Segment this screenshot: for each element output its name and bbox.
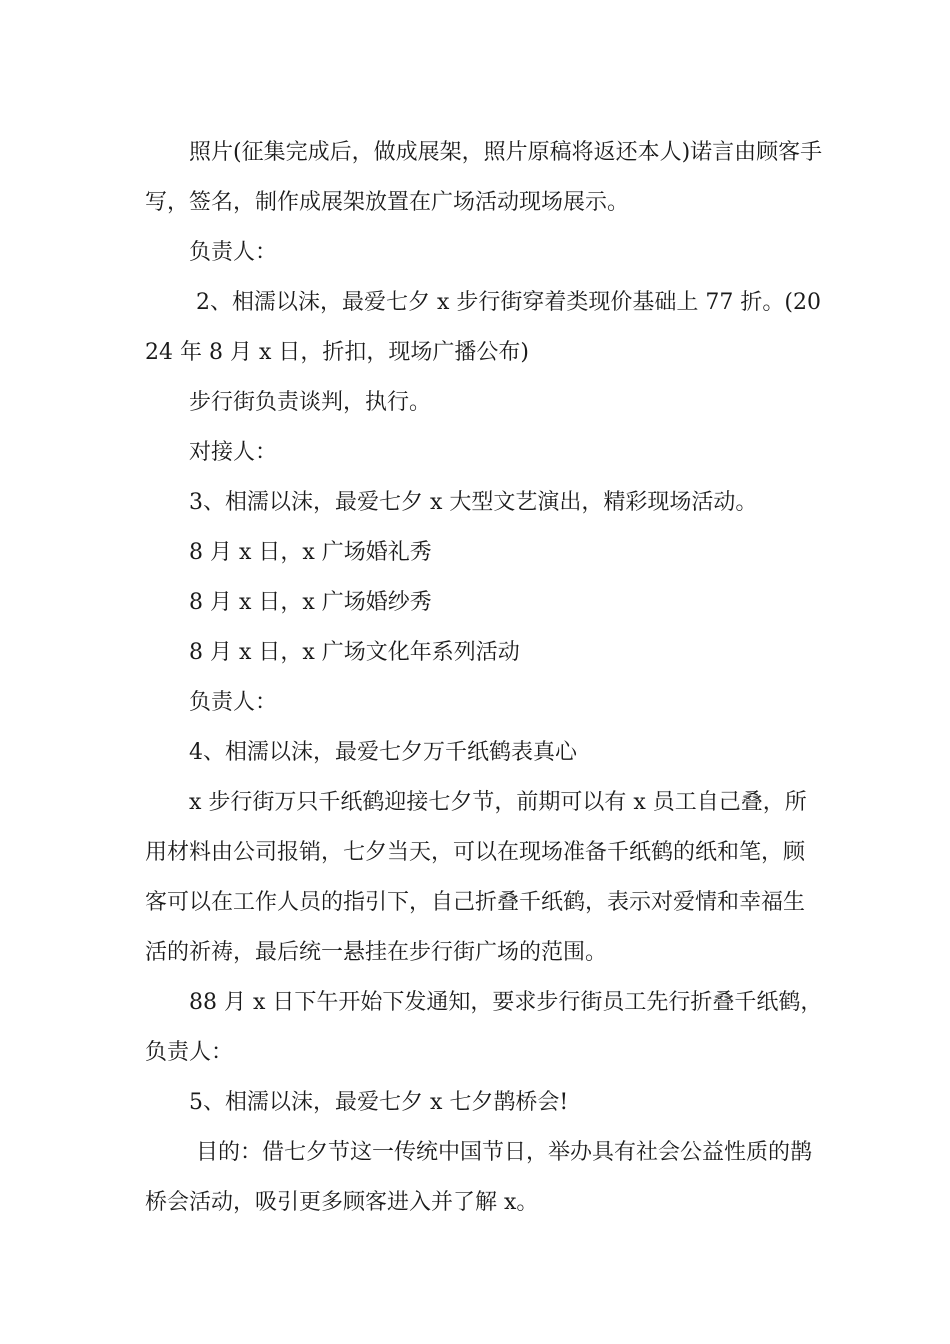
paragraph-purpose: 目的：借七夕节这一传统中国节日，举办具有社会公益性质的鹊桥会活动，吸引更多顾客进入并了解 x。 bbox=[145, 1140, 813, 1215]
paragraph-wedding-dress-show: 8 月 x 日，x 广场婚纱秀 bbox=[189, 590, 432, 615]
paragraph-item-5-magpie-bridge: 5、相濡以沫，最爱七夕 x 七夕鹊桥会! bbox=[189, 1090, 569, 1115]
paragraph-contact-person: 对接人： bbox=[189, 440, 278, 465]
document-body bbox=[145, 128, 825, 1228]
paragraph-responsible-2: 负责人： bbox=[189, 690, 278, 715]
paragraph-negotiation: 步行街负责谈判，执行。 bbox=[189, 390, 432, 415]
paragraph-notice: 88 月 x 日下午开始下发通知，要求步行街员工先行折叠千纸鹤，负责人： bbox=[145, 990, 823, 1065]
paragraph-item-4-cranes: 4、相濡以沫，最爱七夕万千纸鹤表真心 bbox=[189, 740, 577, 765]
paragraph-culture-year: 8 月 x 日，x 广场文化年系列活动 bbox=[189, 640, 520, 665]
paragraph-responsible-1: 负责人： bbox=[189, 240, 278, 265]
paragraph-wedding-show: 8 月 x 日，x 广场婚礼秀 bbox=[189, 540, 432, 565]
paragraph-photo-display: 照片(征集完成后，做成展架，照片原稿将返还本人)诺言由顾客手写，签名，制作成展架放置在广场活动现场展示。 bbox=[145, 140, 823, 215]
paragraph-cranes-detail: x 步行街万只千纸鹤迎接七夕节，前期可以有 x 员工自己叠，所用材料由公司报销，七夕当天，可以在现场准备千纸鹤的纸和笔，顾客可以在工作人员的指引下，自己折叠千纸鹤，表示对爱情和幸福生活的祈祷，最后统一悬挂在步行街广场的范围。 bbox=[145, 790, 807, 965]
paragraph-item-2-discount: 2、相濡以沫，最爱七夕 x 步行街穿着类现价基础上 77 折。(2024 年 8 月 x 日，折扣，现场广播公布) bbox=[145, 290, 821, 365]
paragraph-item-3-performance: 3、相濡以沫，最爱七夕 x 大型文艺演出，精彩现场活动。 bbox=[189, 490, 758, 515]
